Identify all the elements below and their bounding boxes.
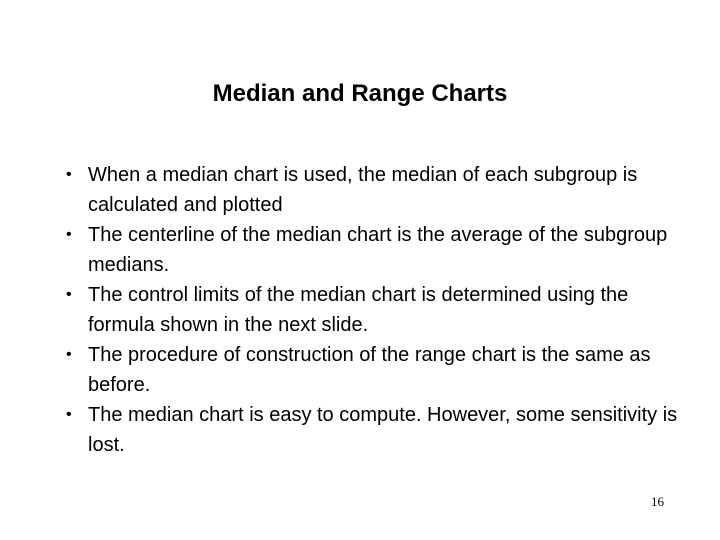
bullet-text: The control limits of the median chart is determined using the formula shown in the next slide. — [88, 284, 629, 336]
slide-title: Median and Range Charts — [212, 80, 508, 107]
bullet-marker: • — [66, 286, 72, 303]
bullet-text: The procedure of construction of the range chart is the same as before. — [88, 344, 651, 396]
bullet-marker: • — [66, 226, 72, 243]
bullet-text: When a median chart is used, the median of each subgroup is calculated and plotted — [88, 164, 638, 216]
bullet-text: The centerline of the median chart is the average of the subgroup medians. — [88, 224, 668, 276]
bullet-item — [60, 400, 680, 460]
bullet-marker: • — [66, 166, 72, 183]
bullet-list — [60, 160, 680, 460]
bullet-marker: • — [66, 406, 72, 423]
page-number: 16 — [651, 494, 664, 509]
bullet-item — [60, 160, 680, 220]
bullet-marker: • — [66, 346, 72, 363]
bullet-text: The median chart is easy to compute. However, some sensitivity is lost. — [88, 404, 678, 456]
bullet-item — [60, 220, 680, 280]
bullet-item — [60, 280, 680, 340]
bullet-item — [60, 340, 680, 400]
